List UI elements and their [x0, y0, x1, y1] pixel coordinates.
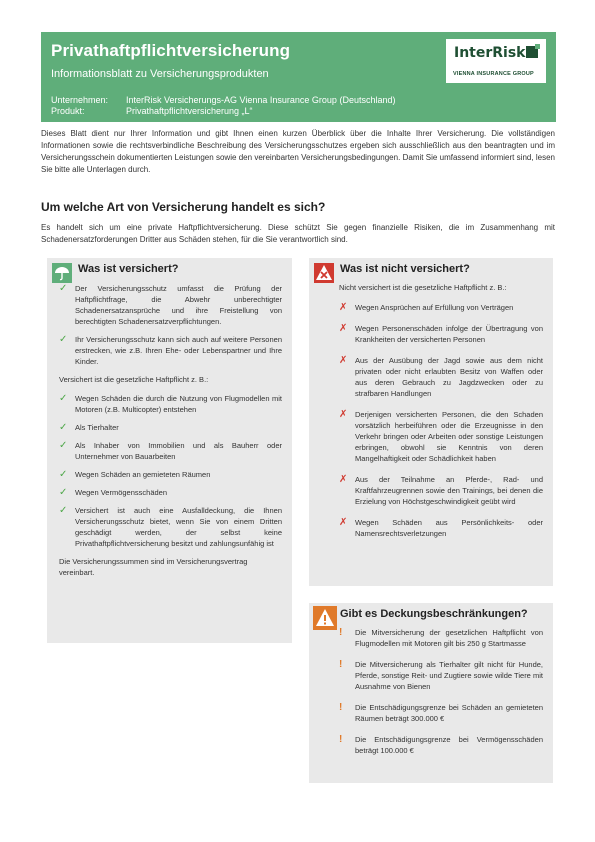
warning-x-icon [314, 263, 334, 283]
logo-subtext: VIENNA INSURANCE GROUP [453, 71, 534, 77]
cross-icon: ✗ [339, 302, 348, 313]
insured-box [47, 258, 292, 643]
header-meta [51, 95, 395, 117]
check-icon: ✓ [59, 334, 68, 345]
list-item: ✓ Als Tierhalter [59, 422, 119, 433]
logo-text: InterRisk [454, 45, 526, 61]
list-item: ✓ Der Versicherungsschutz umfasst die Prüfung der Haftpflichtfrage, die Abwehr unberechtigter Schadenersatzansprüche und ihre Freistellung von berechtigten Schadenersatzverpflichtungen. [59, 283, 282, 326]
cross-icon: ✗ [339, 517, 348, 528]
insured-footer: Die Versicherungssummen sind im Versicherungsvertrag vereinbart. [59, 557, 248, 577]
list-item: ! Die Mitversicherung der gesetzlichen Haftpflicht von Flugmodellen mit Motoren gilt bis 250 g Startmasse [339, 627, 543, 648]
product-value: Privathaftpflichtversicherung „L“ [126, 106, 253, 116]
logo-square-accent [535, 44, 540, 49]
not-insured-list [339, 302, 543, 539]
intro-paragraph: Dieses Blatt dient nur Ihrer Information und gibt Ihnen einen kurzen Überblick über die Inhalte Ihrer Versicherung. Die vollständigen Informationen sowie die rechtsverbindliche Beschreibung des Versicherungsschutzes ergeben sich ausschließlich aus den beantragten und im Versicherungsschein dokumentierten Leistungen sowie den vereinbarten Versicherungsbedingungen. Damit Sie umfassend informiert sind, lesen Sie bitte alle Unterlagen durch. [41, 129, 555, 174]
list-item: ✓ Versichert ist auch eine Ausfalldeckung, die Ihnen Versicherungsschutz bietet, wenn Sie von einem Dritten geschädigt werden, der selbst keine Privathaftpflichtversicherung besitzt und zahlungsunfähig ist [59, 505, 282, 548]
not-insured-title: Was ist nicht versichert? [340, 263, 470, 275]
exclamation-icon: ! [339, 702, 343, 713]
insured-title: Was ist versichert? [78, 263, 179, 275]
check-icon: ✓ [59, 469, 68, 480]
check-icon: ✓ [59, 393, 68, 404]
umbrella-icon [52, 263, 72, 283]
list-item: ! Die Entschädigungsgrenze bei Vermögensschäden beträgt 100.000 € [339, 734, 543, 755]
exclamation-icon: ! [339, 734, 343, 745]
section-text: Es handelt sich um eine private Haftpflichtversicherung. Diese schützt Sie gegen finanzielle Risiken, die im Zusammenhang mit Schadenersatzforderungen Dritter aus Schäden stehen, für die Sie verantwortlich sind. [41, 223, 555, 244]
list-item: ✓ Als Inhaber von Immobilien und als Bauherr oder Unternehmer von Bauarbeiten [59, 440, 282, 461]
list-item: ! Die Entschädigungsgrenze bei Schäden an gemieteten Räumen beträgt 300.000 € [339, 702, 543, 723]
list-item: ✓ Wegen Vermögensschäden [59, 487, 168, 498]
exclamation-icon: ! [339, 659, 343, 670]
not-insured-body [339, 282, 543, 549]
insured-body [59, 283, 282, 585]
list-item: ! Die Mitversicherung als Tierhalter gilt nicht für Hunde, Pferde, sonstige Reit- und Zugtiere sowie wilde Tiere mit Ausnahme von Bienen [339, 659, 543, 691]
company-label: Unternehmen: [51, 95, 109, 105]
limits-title: Gibt es Deckungsbeschränkungen? [340, 608, 528, 620]
interrisk-logo [446, 39, 546, 83]
insured-top-list [59, 283, 282, 367]
not-insured-subheading: Nicht versichert ist die gesetzliche Haftpflicht z. B.: [339, 283, 507, 292]
limits-box [309, 603, 553, 783]
check-icon: ✓ [59, 440, 68, 451]
product-label: Produkt: [51, 106, 85, 116]
list-item: ✗ Wegen Schäden aus Persönlichkeits- oder Namensrechtsverletzungen [339, 517, 543, 538]
warning-exclamation-icon [313, 606, 337, 630]
list-item: ✗ Wegen Personenschäden infolge der Übertragung von Krankheiten der versicherten Personen [339, 323, 543, 344]
cross-icon: ✗ [339, 409, 348, 420]
section-heading: Um welche Art von Versicherung handelt es sich? [41, 200, 326, 214]
list-item: ✗ Wegen Ansprüchen auf Erfüllung von Verträgen [339, 302, 514, 313]
page-title: Privathaftpflichtversicherung [51, 41, 291, 60]
header-banner [41, 32, 556, 122]
list-item: ✓ Wegen Schäden die durch die Nutzung von Flugmodellen mit Motoren (z.B. Multicopter) entstehen [59, 393, 282, 414]
list-item: ✗ Derjenigen versicherten Personen, die den Schaden vorsätzlich herbeiführen oder die Erzeugnisse in den Verkehr bringen oder Arbeiten oder sonstige Leistungen erbringen, obwohl sie Kenntnis von deren Mangelhaftigkeit oder Schädlichkeit haben [339, 409, 543, 463]
check-icon: ✓ [59, 283, 68, 294]
page-subtitle: Informationsblatt zu Versicherungsprodukten [51, 68, 269, 80]
cross-icon: ✗ [339, 474, 348, 485]
check-icon: ✓ [59, 422, 68, 433]
check-icon: ✓ [59, 505, 68, 516]
company-value: InterRisk Versicherungs-AG Vienna Insurance Group (Deutschland) [126, 95, 396, 105]
cross-icon: ✗ [339, 355, 348, 366]
check-icon: ✓ [59, 487, 68, 498]
limits-body [339, 627, 543, 766]
insured-subheading: Versichert ist die gesetzliche Haftpflicht z. B.: [59, 375, 209, 384]
list-item: ✗ Aus der Ausübung der Jagd sowie aus dem nicht privaten oder nicht erlaubten Besitz von Waffen oder aus deren Gebrauch zu Jagdzwecken oder zu strafbaren Handlungen [339, 355, 543, 398]
list-item: ✓ Ihr Versicherungsschutz kann sich auch auf weitere Personen erstrecken, wie z.B. Ihren Ehe- oder Lebenspartner und Ihre Kinder. [59, 334, 282, 366]
limits-list [339, 627, 543, 756]
cross-icon: ✗ [339, 323, 348, 334]
exclamation-icon: ! [339, 627, 343, 638]
not-insured-box [309, 258, 553, 586]
list-item: ✗ Aus der Teilnahme an Pferde-, Rad- und Kraftfahrzeugrennen sowie den Trainings, bei denen die Erzielung von Höchstgeschwindigkeit geübt wird [339, 474, 543, 506]
insured-list [59, 393, 282, 549]
list-item: ✓ Wegen Schäden an gemieteten Räumen [59, 469, 211, 480]
